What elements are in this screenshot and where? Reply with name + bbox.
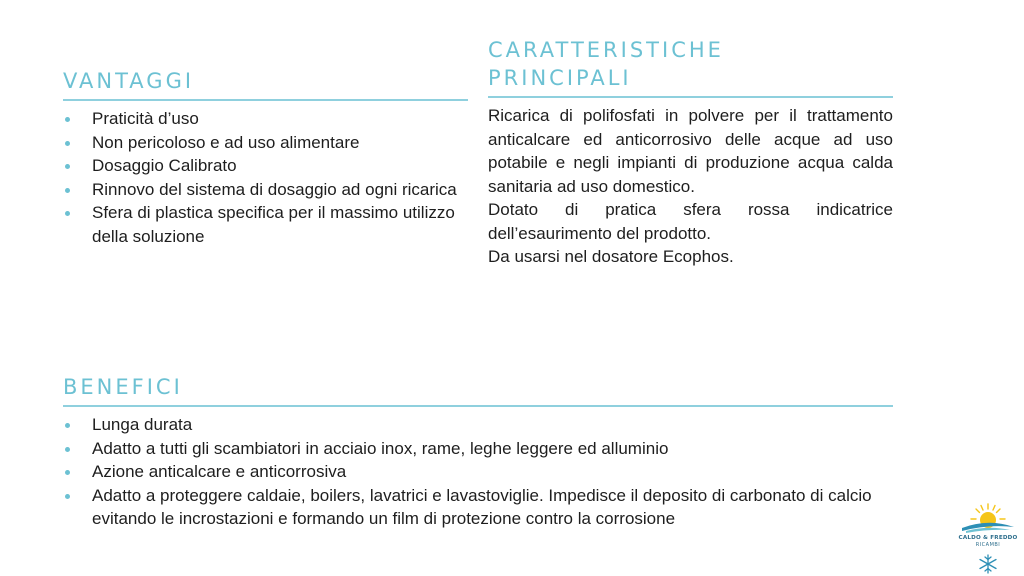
bullet-icon (65, 117, 70, 122)
benefici-divider (63, 405, 893, 407)
caratteristiche-section (488, 36, 893, 269)
vantaggi-section (63, 67, 468, 248)
bullet-icon (65, 470, 70, 475)
list-item: Non pericoloso e ad uso alimentare (63, 131, 468, 155)
list-item: Rinnovo del sistema di dosaggio ad ogni ricarica (63, 178, 468, 202)
vantaggi-divider (63, 99, 468, 101)
list-item: Azione anticalcare e anticorrosiva (63, 460, 893, 484)
wave-icon (962, 523, 1014, 533)
list-item: Praticità d’uso (63, 107, 468, 131)
list-item: Adatto a tutti gli scambiatori in acciaio inox, rame, leghe leggere ed alluminio (63, 437, 893, 461)
bullet-icon (65, 423, 70, 428)
bullet-icon (65, 447, 70, 452)
description-paragraph: Ricarica di polifosfati in polvere per il trattamento anticalcare ed anticorrosivo delle acque ad uso potabile e negli impianti di produzione acqua calda sanitaria ad uso domestico. (488, 106, 893, 196)
logo-name: CALDO & FREDDO (958, 535, 1018, 541)
caratteristiche-heading: CARATTERISTICHE PRINCIPALI (488, 38, 724, 90)
caratteristiche-divider (488, 96, 893, 98)
brand-logo (952, 500, 1024, 576)
list-item: Adatto a proteggere caldaie, boilers, lavatrici e lavastoviglie. Impedisce il deposito di carbonato di calcio evitando le incrostazioni e formando un film di protezione contro la corrosione (63, 484, 893, 531)
list-item: Sfera di plastica specifica per il massimo utilizzo della soluzione (63, 201, 468, 248)
bullet-icon (65, 164, 70, 169)
description-paragraph: Da usarsi nel dosatore Ecophos. (488, 247, 734, 266)
description-paragraph: Dotato di pratica sfera rossa indicatrice dell’esaurimento del prodotto. (488, 200, 893, 243)
benefici-heading: BENEFICI (63, 375, 183, 399)
bullet-icon (65, 494, 70, 499)
benefici-list (63, 413, 893, 531)
bullet-icon (65, 141, 70, 146)
snowflake-icon (980, 555, 996, 573)
caratteristiche-description (488, 104, 893, 269)
logo-subtitle: RICAMBI (975, 542, 1001, 548)
bullet-icon (65, 188, 70, 193)
list-item: Dosaggio Calibrato (63, 154, 468, 178)
vantaggi-heading: VANTAGGI (63, 69, 195, 93)
benefici-section (63, 373, 893, 531)
vantaggi-list (63, 107, 468, 248)
bullet-icon (65, 211, 70, 216)
list-item: Lunga durata (63, 413, 893, 437)
